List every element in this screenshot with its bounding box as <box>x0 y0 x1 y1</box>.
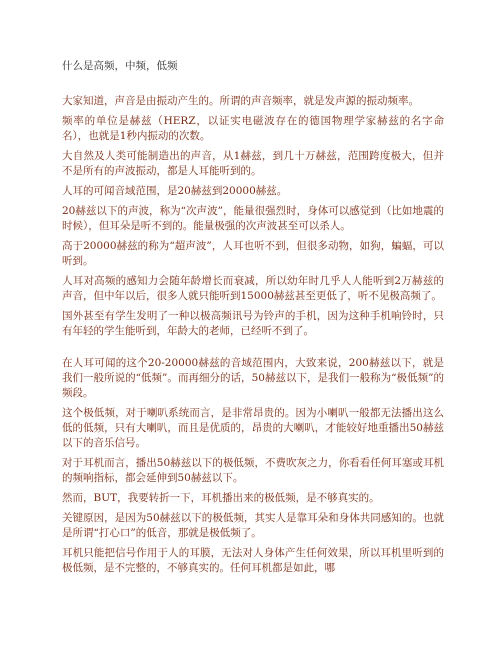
paragraph: 人耳对高频的感知力会随年龄增长而衰减，所以幼年时几乎人人能听到2万赫兹的声音，但中年以后，很多人就只能听到15000赫兹甚至更低了，听不见极高频了。 <box>62 275 444 302</box>
paragraph: 国外甚至有学生发明了一种以极高频讯号为铃声的手机，因为这种手机响铃时，只有年轻的学生能听到，年龄大的老师，已经听不到了。 <box>62 310 444 337</box>
document-body <box>62 94 444 581</box>
paragraph: 20赫兹以下的声波，称为“次声波”，能量很强烈时，身体可以感觉到（比如地震的时候），但耳朵是听不到的。能量极强的次声波甚至可以杀人。 <box>62 205 444 232</box>
paragraph: 这个极低频，对于喇叭系统而言，是非常昂贵的。因为小喇叭一般都无法播出这么低的低频，只有大喇叭，而且是优质的，昂贵的大喇叭，才能较好地重播出50赫兹以下的音乐信号。 <box>62 407 444 449</box>
paragraph: 在人耳可闻的这个20-20000赫兹的音域范围内，大致来说，200赫兹以下，就是我们一般所说的“低频”。而再细分的话，50赫兹以下，是我们一般称为“极低频”的频段。 <box>62 357 444 399</box>
paragraph: 然而，BUT，我要转折一下，耳机播出来的极低频，是不够真实的。 <box>62 492 380 504</box>
paragraph: 关键原因，是因为50赫兹以下的极低频，其实人是靠耳朵和身体共同感知的。也就是所谓“打心口”的低音，那就是极低频了。 <box>62 512 444 539</box>
paragraph: 高于20000赫兹的称为“超声波”，人耳也听不到，但很多动物，如狗，蝙蝠，可以听到。 <box>62 240 444 267</box>
paragraph: 频率的单位是赫兹（HERZ，以证实电磁波存在的德国物理学家赫兹的名字命名），也就是1秒内振动的次数。 <box>62 115 444 142</box>
document-title: 什么是高频，中频，低频 <box>62 60 178 72</box>
paragraph: 人耳的可闻音域范围，是20赫兹到20000赫兹。 <box>62 185 288 197</box>
paragraph: 对于耳机而言，播出50赫兹以下的极低频，不费吹灰之力，你看看任何耳塞或耳机的频响指标，都会延伸到50赫兹以下。 <box>62 457 444 484</box>
paragraph: 耳机只能把信号作用于人的耳膜，无法对人身体产生任何效果，所以耳机里听到的极低频，是不完整的，不够真实的。任何耳机都是如此，哪 <box>62 547 444 574</box>
paragraph: 大家知道，声音是由振动产生的。所谓的声音频率，就是发声源的振动频率。 <box>62 95 419 107</box>
paragraph: 大自然及人类可能制造出的声音，从1赫兹，到几十万赫兹，范围跨度极大，但并不是所有的声波振动，都是人耳能听到的。 <box>62 150 444 177</box>
